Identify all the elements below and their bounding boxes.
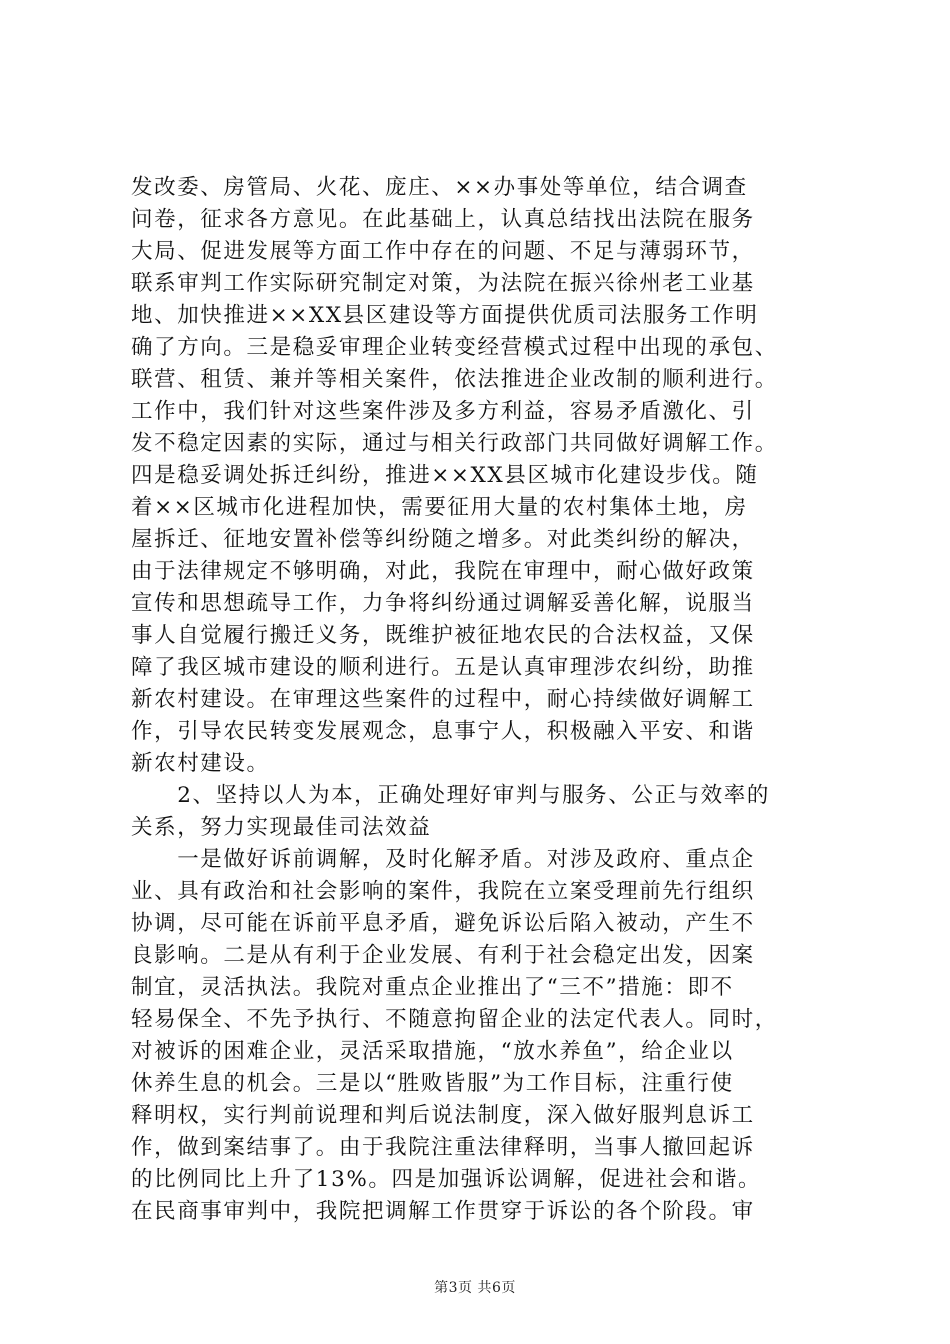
text-line: 2、坚持以人为本，正确处理好审判与服务、公正与效率的	[131, 783, 770, 808]
text-line: 新农村建设。在审理这些案件的过程中，耐心持续做好调解工	[131, 687, 755, 712]
text-line: 屋拆迁、征地安置补偿等纠纷随之增多。对此类纠纷的解决，	[131, 527, 755, 552]
text-line: 新农村建设。	[131, 751, 270, 776]
text-line: 释明权，实行判前说理和判后说法制度，深入做好服判息诉工	[131, 1103, 755, 1128]
text-line: 着××区城市化进程加快，需要征用大量的农村集体土地，房	[131, 495, 748, 520]
text-line: 作，引导农民转变发展观念，息事宁人，积极融入平安、和谐	[131, 719, 755, 744]
text-line: 联系审判工作实际研究制定对策，为法院在振兴徐州老工业基	[131, 271, 755, 296]
text-line: 确了方向。三是稳妥审理企业转变经营模式过程中出现的承包、	[131, 335, 778, 360]
text-line: 一是做好诉前调解，及时化解矛盾。对涉及政府、重点企	[131, 847, 755, 872]
text-line: 对被诉的困难企业，灵活采取措施，“放水养鱼”，给企业以	[131, 1039, 734, 1064]
text-line: 业、具有政治和社会影响的案件，我院在立案受理前先行组织	[131, 879, 755, 904]
text-line: 在民商事审判中，我院把调解工作贯穿于诉讼的各个阶段。审	[131, 1199, 755, 1224]
text-line: 工作中，我们针对这些案件涉及多方利益，容易矛盾激化、引	[131, 399, 755, 424]
text-line: 作，做到案结事了。由于我院注重法律释明，当事人撤回起诉	[131, 1135, 755, 1160]
text-line: 关系，努力实现最佳司法效益	[131, 815, 432, 840]
document-body	[131, 172, 831, 1228]
text-line: 事人自觉履行搬迁义务，既维护被征地农民的合法权益，又保	[131, 623, 755, 648]
text-line: 制宜，灵活执法。我院对重点企业推出了“三不”措施：即不	[131, 975, 734, 1000]
text-line: 休养生息的机会。三是以“胜败皆服”为工作目标，注重行使	[131, 1071, 734, 1096]
text-line: 障了我区城市建设的顺利进行。五是认真审理涉农纠纷，助推	[131, 655, 755, 680]
text-line: 地、加快推进××XX县区建设等方面提供优质司法服务工作明	[131, 303, 759, 328]
text-line: 协调，尽可能在诉前平息矛盾，避免诉讼后陷入被动，产生不	[131, 911, 755, 936]
text-line: 良影响。二是从有利于企业发展、有利于社会稳定出发，因案	[131, 943, 755, 968]
text-line: 大局、促进发展等方面工作中存在的问题、不足与薄弱环节，	[131, 239, 755, 264]
text-line: 问卷，征求各方意见。在此基础上，认真总结找出法院在服务	[131, 207, 755, 232]
text-line: 发改委、房管局、火花、庞庄、××办事处等单位，结合调查	[131, 175, 748, 200]
text-line: 的比例同比上升了13%。四是加强诉讼调解，促进社会和谐。	[131, 1167, 762, 1192]
text-line: 联营、租赁、兼并等相关案件，依法推进企业改制的顺利进行。	[131, 367, 778, 392]
page-footer: 第3页 共6页	[434, 1280, 516, 1296]
text-line: 轻易保全、不先予执行、不随意拘留企业的法定代表人。同时，	[131, 1007, 778, 1032]
text-line: 发不稳定因素的实际，通过与相关行政部门共同做好调解工作。	[131, 431, 778, 456]
text-line: 宣传和思想疏导工作，力争将纠纷通过调解妥善化解，说服当	[131, 591, 755, 616]
text-line: 由于法律规定不够明确，对此，我院在审理中，耐心做好政策	[131, 559, 755, 584]
text-line: 四是稳妥调处拆迁纠纷，推进××XX县区城市化建设步伐。随	[131, 463, 759, 488]
